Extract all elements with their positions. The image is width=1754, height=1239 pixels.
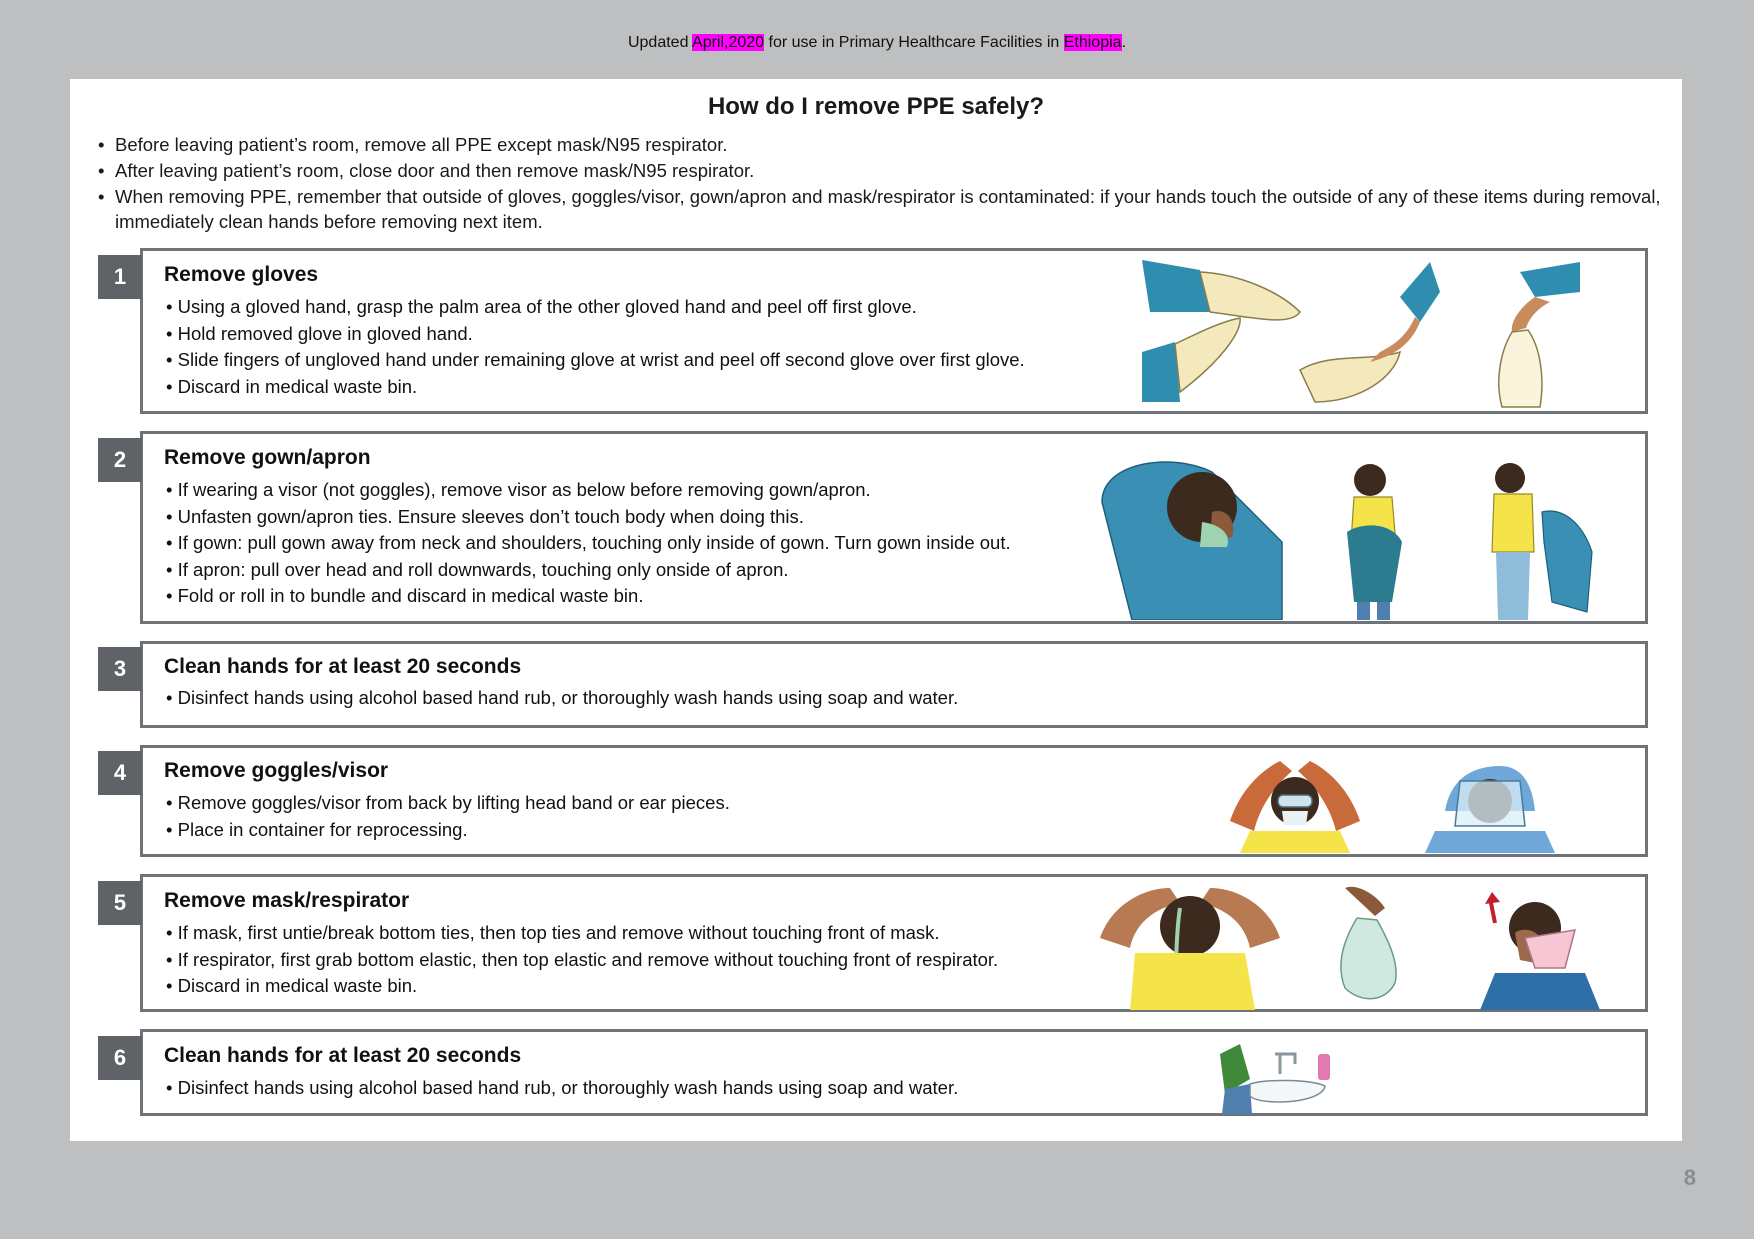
update-note: Updated April,2020 for use in Primary Healthcare Facilities in Ethiopia. [627,34,1127,51]
step-number: 4 [98,751,142,795]
step-6-box [140,1029,1648,1116]
step-title: Remove mask/respirator [164,889,410,912]
highlight-country: Ethiopia [1063,34,1122,51]
page-number: 8 [1683,1165,1696,1190]
step-bullets: • Disinfect hands using alcohol based hand rub, or thoroughly wash hands using soap and water. [166,1075,958,1102]
step-bullets: • Using a gloved hand, grasp the palm area of the other gloved hand and peel off first glove. • Hold removed glove in gloved hand. • Slide fingers of ungloved hand under remaining glove at wrist and peel off second glove over first glove. • Discard in medical waste bin. [166,294,1025,400]
gown-removal-illustration [1092,452,1622,620]
step-title: Remove goggles/visor [164,759,389,782]
step-number: 5 [98,881,142,925]
glove-removal-illustration [1140,252,1610,410]
intro-item: • After leaving patient’s room, close door and then remove mask/N95 respirator. [98,158,1678,183]
step-title: Remove gown/apron [164,446,371,469]
step-bullets: • Remove goggles/visor from back by lifting head band or ear pieces. • Place in container for reprocessing. [166,790,730,843]
step-bullets: • If mask, first untie/break bottom ties, then top ties and remove without touching front of mask. • If respirator, first grab bottom elastic, then top elastic and remove without touching front of respirator. • Discard in medical waste bin. [166,920,998,1000]
goggles-removal-illustration [1220,751,1560,853]
step-number: 2 [98,438,142,482]
intro-item: • Before leaving patient’s room, remove all PPE except mask/N95 respirator. [98,132,1678,157]
highlight-date: April,2020 [692,34,765,51]
step-number: 3 [98,647,142,691]
poster-sheet [70,79,1682,1141]
handwashing-illustration [1220,1034,1340,1114]
step-title: Clean hands for at least 20 seconds [164,1044,522,1067]
intro-item: • When removing PPE, remember that outside of gloves, goggles/visor, gown/apron and mask/respirator is contaminated: if your hands touch the outside of any of these items during removal, immediately clean hands before removing next item. [98,184,1678,234]
step-title: Remove gloves [164,263,319,286]
step-number: 1 [98,255,142,299]
step-bullets: • If wearing a visor (not goggles), remove visor as below before removing gown/apron. • Unfasten gown/apron ties. Ensure sleeves don’t touch body when doing this. • If gown: pull gown away from neck and shoulders, touching only inside of gown. Turn gown inside out. • If apron: pull over head and roll downwards, touching only onside of apron. • Fold or roll in to bundle and discard in medical waste bin. [166,477,1011,610]
step-title: Clean hands for at least 20 seconds [164,655,522,678]
mask-removal-illustration [1095,878,1615,1010]
step-number: 6 [98,1036,142,1080]
step-bullets: • Disinfect hands using alcohol based hand rub, or thoroughly wash hands using soap and water. [166,685,958,712]
page-title: How do I remove PPE safely? [707,93,1045,120]
intro-list [98,132,1678,235]
